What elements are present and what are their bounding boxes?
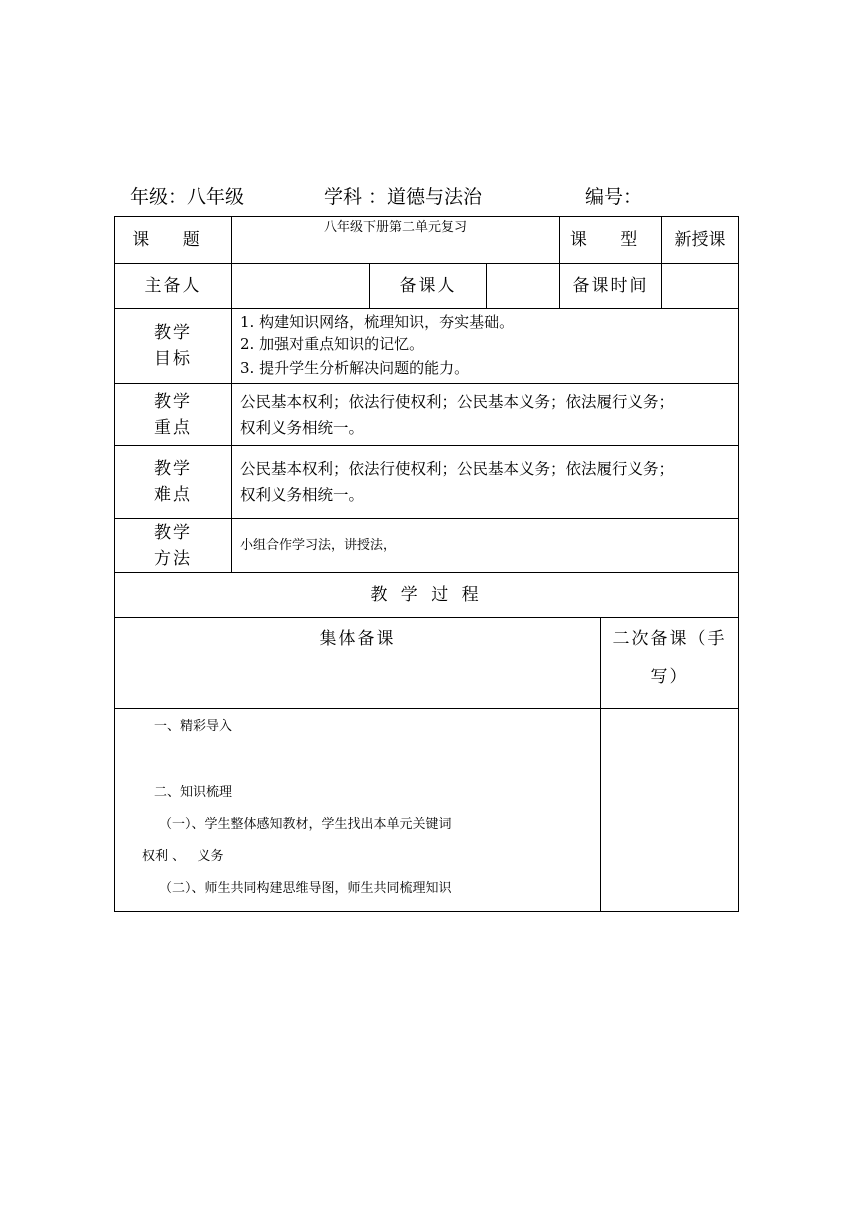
key-points-label-line2: 重点 bbox=[154, 417, 192, 438]
lead-preparer-value bbox=[232, 264, 370, 309]
process-line: 权利 、 义务 bbox=[142, 849, 224, 864]
lead-preparer-label: 主备人 bbox=[115, 264, 232, 309]
process-content-row bbox=[115, 709, 739, 912]
key-points-line1: 公民基本权利；依法行使权利；公民基本义务；依法履行义务； bbox=[240, 392, 675, 411]
preparer-value bbox=[487, 264, 560, 309]
prep-time-value bbox=[662, 264, 739, 309]
methods-label bbox=[115, 519, 232, 573]
key-points-label bbox=[115, 384, 232, 446]
lesson-type-label: 课 型 bbox=[560, 217, 662, 264]
difficulties-line2: 权利义务相统一。 bbox=[240, 486, 365, 504]
second-prep-header-line1: 二次备课（手 bbox=[612, 629, 727, 649]
key-points-label-line1: 教学 bbox=[154, 391, 192, 412]
process-line: （一）、学生整体感知教材，学生找出本单元关键词 bbox=[159, 817, 452, 832]
objective-item: 1. 构建知识网络，梳理知识，夯实基础。 bbox=[240, 313, 515, 331]
objectives-label-line1: 教学 bbox=[154, 323, 192, 343]
topic-label: 课 题 bbox=[115, 217, 232, 264]
objectives-content bbox=[232, 309, 739, 384]
methods-content: 小组合作学习法，讲授法， bbox=[232, 519, 739, 573]
objectives-label-line2: 目标 bbox=[154, 349, 192, 369]
difficulties-line1: 公民基本权利；依法行使权利；公民基本义务；依法履行义务； bbox=[240, 460, 675, 478]
methods-row bbox=[115, 519, 739, 573]
key-points-content bbox=[232, 384, 739, 446]
process-line: （二）、师生共同构建思维导图，师生共同梳理知识 bbox=[159, 881, 452, 896]
collective-prep-content bbox=[115, 709, 601, 912]
prep-time-label: 备课时间 bbox=[560, 264, 662, 309]
difficulties-label-line2: 难点 bbox=[154, 485, 192, 505]
key-points-row bbox=[115, 384, 739, 446]
process-line-blank bbox=[115, 743, 600, 777]
process-header-row bbox=[115, 618, 739, 709]
objectives-row bbox=[115, 309, 739, 384]
subject-label: 学科 ：道德与法治 bbox=[324, 186, 483, 208]
difficulties-label-line1: 教学 bbox=[154, 459, 192, 479]
methods-label-line2: 方法 bbox=[154, 548, 192, 569]
objective-item: 2. 加强对重点知识的记忆。 bbox=[240, 335, 425, 353]
difficulties-content bbox=[232, 446, 739, 519]
second-prep-header bbox=[601, 618, 739, 709]
difficulties-row bbox=[115, 446, 739, 519]
second-prep-content bbox=[601, 709, 739, 912]
lesson-type-value: 新授课 bbox=[662, 217, 739, 264]
process-line: 一、精彩导入 bbox=[154, 719, 233, 734]
number-label: 编号： bbox=[585, 186, 643, 208]
key-points-line2: 权利义务相统一。 bbox=[240, 418, 365, 437]
preparer-label: 备课人 bbox=[370, 264, 487, 309]
grade-label: 年级：八年级 bbox=[130, 186, 245, 208]
objectives-label bbox=[115, 309, 232, 384]
difficulties-label bbox=[115, 446, 232, 519]
people-row bbox=[115, 264, 739, 309]
topic-value: 八年级下册第二单元复习 bbox=[232, 217, 560, 264]
objective-item: 3. 提升学生分析解决问题的能力。 bbox=[240, 359, 470, 377]
collective-prep-header: 集体备课 bbox=[115, 618, 601, 709]
lesson-plan-table bbox=[114, 216, 739, 912]
topic-row bbox=[115, 217, 739, 264]
process-line: 二、知识梳理 bbox=[154, 785, 233, 800]
methods-label-line1: 教学 bbox=[154, 522, 192, 543]
second-prep-header-line2: 写） bbox=[650, 667, 689, 687]
process-title-row bbox=[115, 573, 739, 618]
process-title: 教 学 过 程 bbox=[115, 573, 739, 618]
